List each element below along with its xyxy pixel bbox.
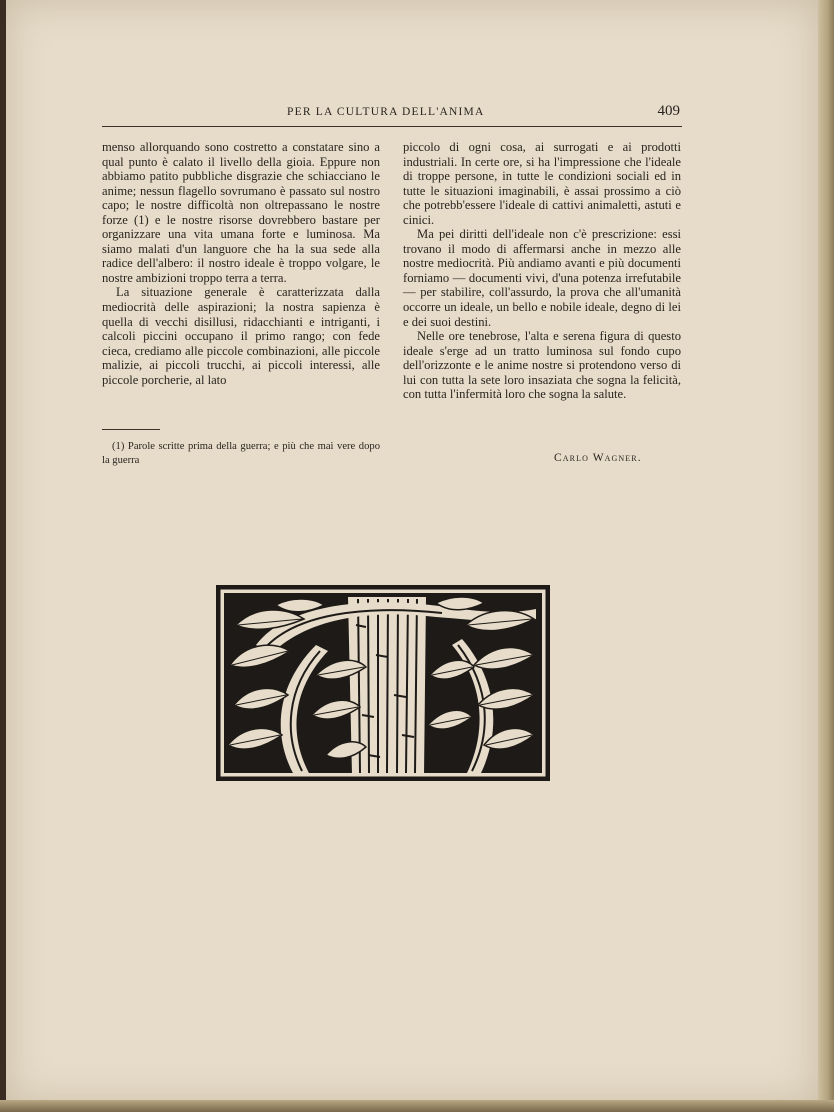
- running-head: [102, 104, 682, 127]
- footnote-mark: (1): [112, 441, 125, 452]
- author-signature: [554, 452, 642, 464]
- page-number: 409: [657, 103, 680, 119]
- author-name: Carlo Wagner.: [554, 452, 642, 464]
- right-column: [403, 140, 681, 402]
- footnote: [102, 440, 380, 468]
- left-column: [102, 140, 380, 387]
- paragraph: menso allorquando sono costretto a constatare sino a qual punto è calato il livello della gioia. Eppure non abbiamo patito pubbliche disgrazie che schiacciano le anime; nessun flagello sovrumano è passato sul nostro capo; le nostre difficoltà non oltrepassano le nostre forze (1) e le nostre risorse dovrebbero bastare per organizzare una vita umana forte e luminosa. Ma siamo malati d'un languore che ha la sua sede alla radice dell'albero: il nostro ideale è troppo volgare, le nostre ambizioni troppo terra a terra.: [102, 140, 380, 285]
- running-title: PER LA CULTURA DELL'ANIMA: [287, 106, 485, 118]
- page-edge: [818, 0, 834, 1112]
- woodcut-tree-foliage-icon: [216, 585, 550, 781]
- page-bottom-edge: [0, 1100, 834, 1112]
- paragraph: Nelle ore tenebrose, l'alta e serena figura di questo ideale s'erge ad un tratto luminosa sul fondo cupo dell'orizzonte e le anime nostre si protendono verso di lui con tutta la sete loro insaziata che sogna la felicità, con tutta l'infermità loro che sogna la salute.: [403, 329, 681, 402]
- book-page: [6, 0, 828, 1104]
- paragraph: La situazione generale è caratterizzata dalla mediocrità delle aspirazioni; la nostra sapienza è quella di vecchi disillusi, ridacchianti e intriganti, i calcoli piccini occupano il primo rango; con fede cieca, crediamo alle piccole combinazioni, alle piccole malizie, ai piccoli trucchi, ai piccoli interessi, alle piccole porcherie, al lato: [102, 285, 380, 387]
- footnote-text: Parole scritte prima della guerra; e più che mai vere dopo la guerra: [102, 441, 380, 466]
- paragraph: Ma pei diritti dell'ideale non c'è prescrizione: essi trovano il modo di affermarsi anche in mezzo alle nostre mediocrità. Più andiamo avanti e più documenti forniamo — documenti vivi, d'una potenza irrefutabile — per stabilire, coll'assurdo, la prova che all'umanità occorre un ideale, un bello e nobile ideale, degno di lei e dei suoi destini.: [403, 227, 681, 329]
- paragraph: piccolo di ogni cosa, ai surrogati e ai prodotti industriali. In certe ore, si ha l'impressione che l'ideale di troppe persone, in tutte le condizioni sociali ed in tutte le situazioni imaginabili, è assai prossimo a ciò che potrebb'essere l'ideale di cattivi animaletti, astuti e cinici.: [403, 140, 681, 227]
- footnote-divider: [102, 429, 160, 430]
